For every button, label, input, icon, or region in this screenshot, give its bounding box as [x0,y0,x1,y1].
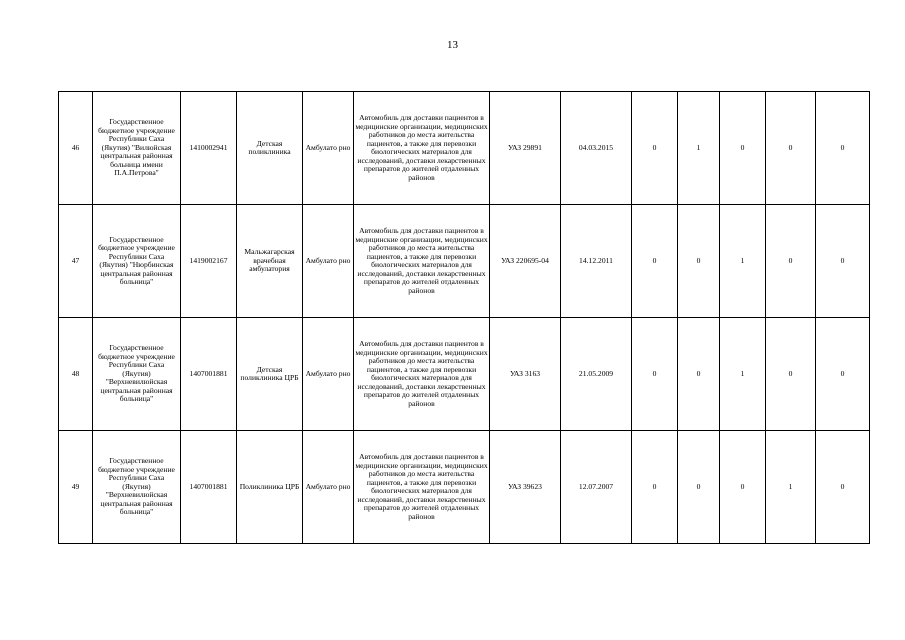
acquisition-date: 04.03.2015 [561,92,632,205]
care-type: Амбулато рно [303,205,354,318]
count-cell: 0 [678,205,720,318]
count-cell: 0 [678,318,720,431]
count-cell: 0 [766,205,816,318]
count-cell: 0 [766,318,816,431]
acquisition-date: 12.07.2007 [561,431,632,544]
count-cell: 1 [766,431,816,544]
acquisition-date: 14.12.2011 [561,205,632,318]
count-cell: 1 [720,205,766,318]
care-type: Амбулато рно [303,318,354,431]
unit-name: Мальжагарская врачебная амбулатория [237,205,303,318]
count-cell: 0 [720,92,766,205]
row-number: 46 [59,92,93,205]
vehicle-purpose: Автомобиль для доставки пациентов в медицинские организации, медицинских работников до места жительства пациентов, а также для перевозки биологических материалов для исследований, доставки лекарственных препаратов до жителей отдаленных районов [354,205,490,318]
vehicle-purpose: Автомобиль для доставки пациентов в медицинские организации, медицинских работников до места жительства пациентов, а также для перевозки биологических материалов для исследований, доставки лекарственных препаратов до жителей отдаленных районов [354,318,490,431]
count-cell: 0 [632,318,678,431]
unit-name: Поликлиника ЦРБ [237,431,303,544]
count-cell: 0 [678,431,720,544]
unit-name: Детская поликлиника ЦРБ [237,318,303,431]
row-number: 48 [59,318,93,431]
care-type: Амбулато рно [303,92,354,205]
organization-name: Государственное бюджетное учреждение Республики Саха (Якутия) "Нюрбинская центральная районная больница" [93,205,181,318]
care-type: Амбулато рно [303,431,354,544]
table-row [59,431,870,544]
count-cell: 0 [816,431,870,544]
count-cell: 0 [766,92,816,205]
inn-code: 1410002941 [181,92,237,205]
organization-name: Государственное бюджетное учреждение Республики Саха (Якутия) "Верхневилюйская центральная районная больница" [93,431,181,544]
count-cell: 0 [632,92,678,205]
organization-name: Государственное бюджетное учреждение Республики Саха (Якутия) "Верхневилюйская центральная районная больница" [93,318,181,431]
acquisition-date: 21.05.2009 [561,318,632,431]
count-cell: 0 [632,205,678,318]
unit-name: Детская поликлиника [237,92,303,205]
count-cell: 1 [720,318,766,431]
table-row [59,92,870,205]
vehicle-purpose: Автомобиль для доставки пациентов в медицинские организации, медицинских работников до места жительства пациентов, а также для перевозки биологических материалов для исследований, доставки лекарственных препаратов до жителей отдаленных районов [354,431,490,544]
table-row [59,205,870,318]
row-number: 47 [59,205,93,318]
vehicle-model: УАЗ 29891 [490,92,561,205]
vehicle-model: УАЗ 39623 [490,431,561,544]
inn-code: 1419002167 [181,205,237,318]
inn-code: 1407001881 [181,318,237,431]
vehicle-purpose: Автомобиль для доставки пациентов в медицинские организации, медицинских работников до места жительства пациентов, а также для перевозки биологических материалов для исследований, доставки лекарственных препаратов до жителей отдаленных районов [354,92,490,205]
count-cell: 0 [816,205,870,318]
count-cell: 0 [632,431,678,544]
vehicle-registry-table [58,91,870,544]
page-number: 13 [447,39,458,51]
count-cell: 0 [816,318,870,431]
count-cell: 1 [678,92,720,205]
row-number: 49 [59,431,93,544]
vehicle-model: УАЗ 3163 [490,318,561,431]
organization-name: Государственное бюджетное учреждение Республики Саха (Якутия) "Вилюйская центральная районная больница имени П.А.Петрова" [93,92,181,205]
count-cell: 0 [816,92,870,205]
inn-code: 1407001881 [181,431,237,544]
vehicle-model: УАЗ 220695-04 [490,205,561,318]
table-row [59,318,870,431]
count-cell: 0 [720,431,766,544]
